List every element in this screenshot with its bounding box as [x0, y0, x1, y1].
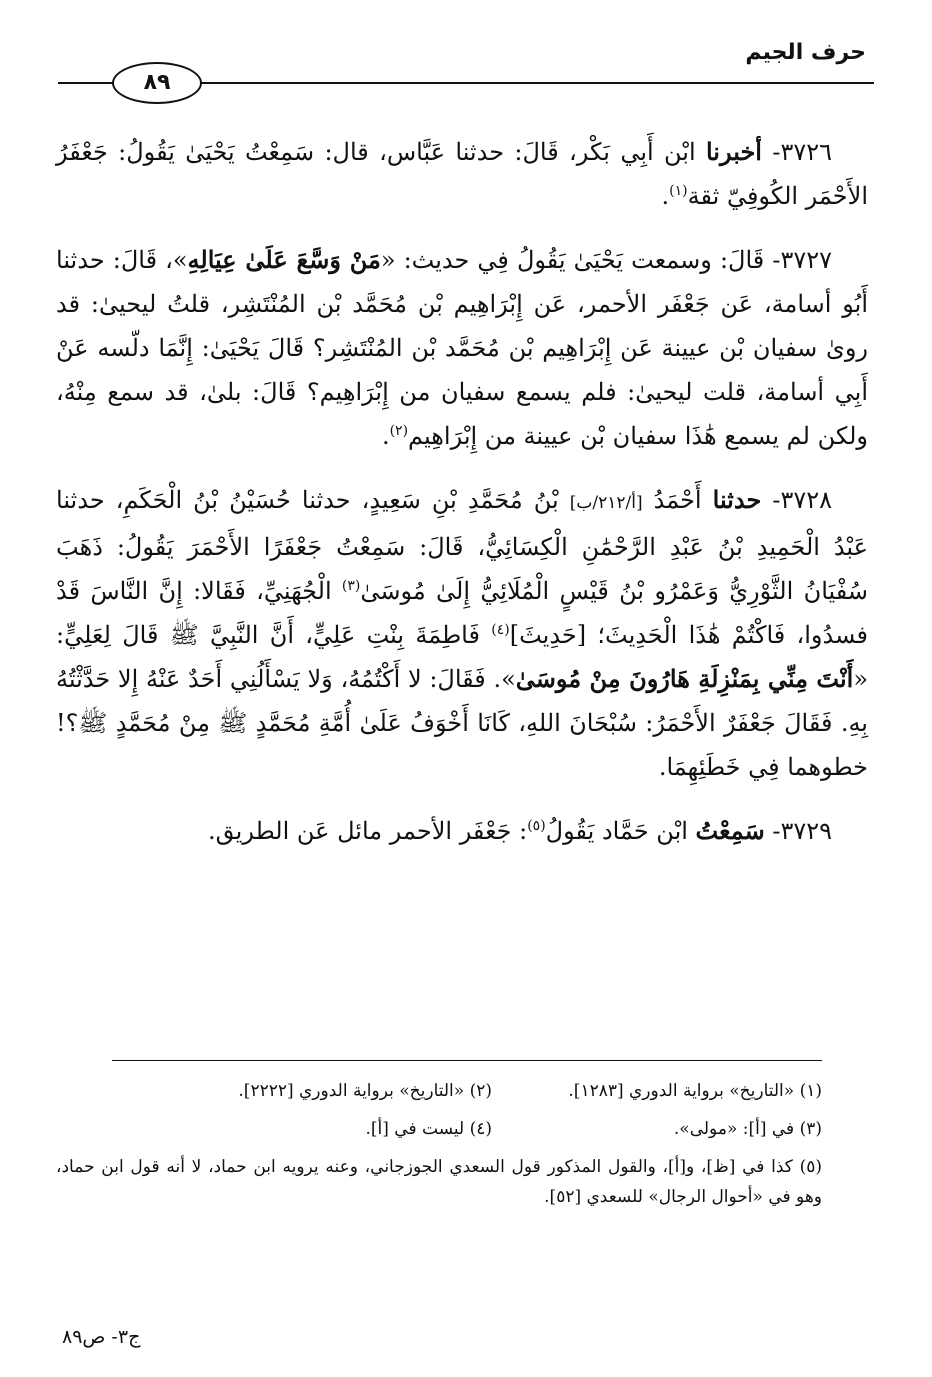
- entry-text: أَحْمَدُ: [642, 486, 713, 514]
- transmission-keyword: حدثنا: [712, 485, 762, 514]
- page-number: ٨٩: [112, 62, 202, 104]
- hadith-quote: مَنْ وَسَّعَ عَلَىٰ عِيَالِهِ: [187, 245, 381, 274]
- footnote-3: (٣) في [أ]: «مولى».: [673, 1119, 822, 1139]
- entry-number: ٣٧٢٦-: [772, 138, 832, 166]
- footnote-marker: (٥): [527, 818, 546, 834]
- entry-number: ٣٧٢٨-: [772, 486, 832, 514]
- entry-text: : جَعْفَر الأحمر مائل عَن الطريق.: [208, 817, 528, 845]
- footnote-2: (٢) «التاريخ» برواية الدوري [٢٢٢٢].: [238, 1081, 492, 1101]
- main-text: [56, 130, 868, 853]
- chapter-title: حرف الجيم: [745, 40, 866, 65]
- entry-text: الْجُهَنِيِّ، فَقَالا: إِنَّ النَّاسَ قَدْ فسدُوا، فَاكْتُمْ هَٰذَا الْحَدِيثَ؛ [حَدِيثَ]: [56, 577, 868, 649]
- footnote-5: (٥) كذا في [ظ]، و[أ]، والقول المذكور قول السعدي الجوزجاني، وعنه يرويه ابن حماد، لا أنه قول ابن حماد، وهو في «أحوال الرجال» للسعدي [٥٢].: [56, 1157, 822, 1207]
- entry-text: فَاطِمَةَ بِنْتِ عَلِيٍّ، أَنَّ النَّبِيَّ ﷺ قَالَ لِعَلِيٍّ: «: [56, 621, 868, 693]
- footnote-separator: [112, 1060, 822, 1061]
- entry-3729: [56, 809, 868, 853]
- manuscript-ref: [أ/٢١٢/ب]: [569, 493, 643, 513]
- footnote-marker: (٣): [341, 578, 361, 594]
- footnote-marker: (٢): [389, 423, 409, 439]
- entry-3726: [56, 130, 868, 218]
- volume-page-ref: ج٣- ص٨٩: [62, 1326, 141, 1348]
- footnote-1: (١) «التاريخ» برواية الدوري [١٢٨٣].: [568, 1081, 822, 1101]
- transmission-keyword: سَمِعْتُ: [695, 816, 765, 845]
- entry-text: بْنُ مُحَمَّدِ بْنِ سَعِيدٍ، حدثنا حُسَيْنُ بْنُ الْحَكَمِ، حدثنا عَبْدُ الْحَمِيدِ بْنُ عَبْدِ الرَّحْمَٰنِ الْكِسَائِيُّ، قَالَ: سَمِعْتُ جَعْفَرًا الأَحْمَرَ يَقُولُ: ذَهَبَ سُفْيَانُ الثَّوْرِيُّ وَعَمْرُو بْنُ قَيْسٍ الْمُلَائِيُّ إِلَىٰ مُوسَىٰ: [56, 486, 868, 605]
- footnote-row: [56, 1114, 822, 1144]
- entry-number: ٣٧٢٩-: [772, 817, 832, 845]
- entry-text: ». فَقَالَ: لا أَكْتُمُهُ، وَلا يَسْأَلُنِي أَحَدٌ عَنْهُ إِلا حَدَّثْتُهُ بِهِ. فَقَالَ جَعْفَرٌ الأَحْمَرُ: سُبْحَانَ اللهِ، كَانَا أَخْوَفُ عَلَىٰ أُمَّةِ مُحَمَّدٍ ﷺ مِنْ مُحَمَّدٍ ﷺ؟! خطوهما فِي خَطَئِهِمَا.: [56, 665, 868, 781]
- entry-3728: [56, 478, 868, 789]
- footnotes: [56, 1076, 822, 1212]
- entry-text: .: [381, 422, 390, 450]
- footnote-marker: (١): [669, 183, 688, 199]
- footnote-marker: (٤): [491, 622, 510, 638]
- entry-number: ٣٧٢٧-: [772, 246, 832, 274]
- entry-text: ابْن أَبِي بَكْر، قَالَ: حدثنا عَبَّاس، قال: سَمِعْتُ يَحْيَىٰ يَقُولُ: جَعْفَرُ الأَحْمَر الكُوفِيّ ثقة: [56, 138, 868, 210]
- entry-text: .: [661, 182, 670, 210]
- footnote-4: (٤) ليست في [أ].: [365, 1119, 492, 1139]
- entry-3727: [56, 238, 868, 458]
- entry-text: »، قَالَ: حدثنا أَبُو أسامة، عَن جَعْفَر الأحمر، عَن إِبْرَاهِيم بْن مُحَمَّد بْن المُنْتَشِر، قلتُ ليحيىٰ: قد روىٰ سفيان بْن عيينة عَن إِبْرَاهِيم بْن مُحَمَّد بْن المُنْتَشِر؟ قَالَ يَحْيَىٰ: إِنَّمَا دلّسه عَنْ أَبِي أسامة، قلت ليحيىٰ: فلم يسمع سفيان من إِبْرَاهِيم؟ قَالَ: بلىٰ، قد سمع مِنْهُ، ولكن لم يسمع هَٰذَا سفيان بْن عيينة من إِبْرَاهِيم: [56, 246, 868, 450]
- entry-text: قَالَ: وسمعت يَحْيَىٰ يَقُولُ فِي حديث: «: [380, 246, 773, 274]
- hadith-quote: أَنْتَ مِنِّي بِمَنْزِلَةِ هَارُونَ مِنْ مُوسَىٰ: [515, 664, 854, 693]
- footnote-row: [56, 1076, 822, 1106]
- transmission-keyword: أخبرنا: [705, 137, 762, 166]
- entry-text: ابْن حَمَّاد يَقُولُ: [545, 817, 696, 845]
